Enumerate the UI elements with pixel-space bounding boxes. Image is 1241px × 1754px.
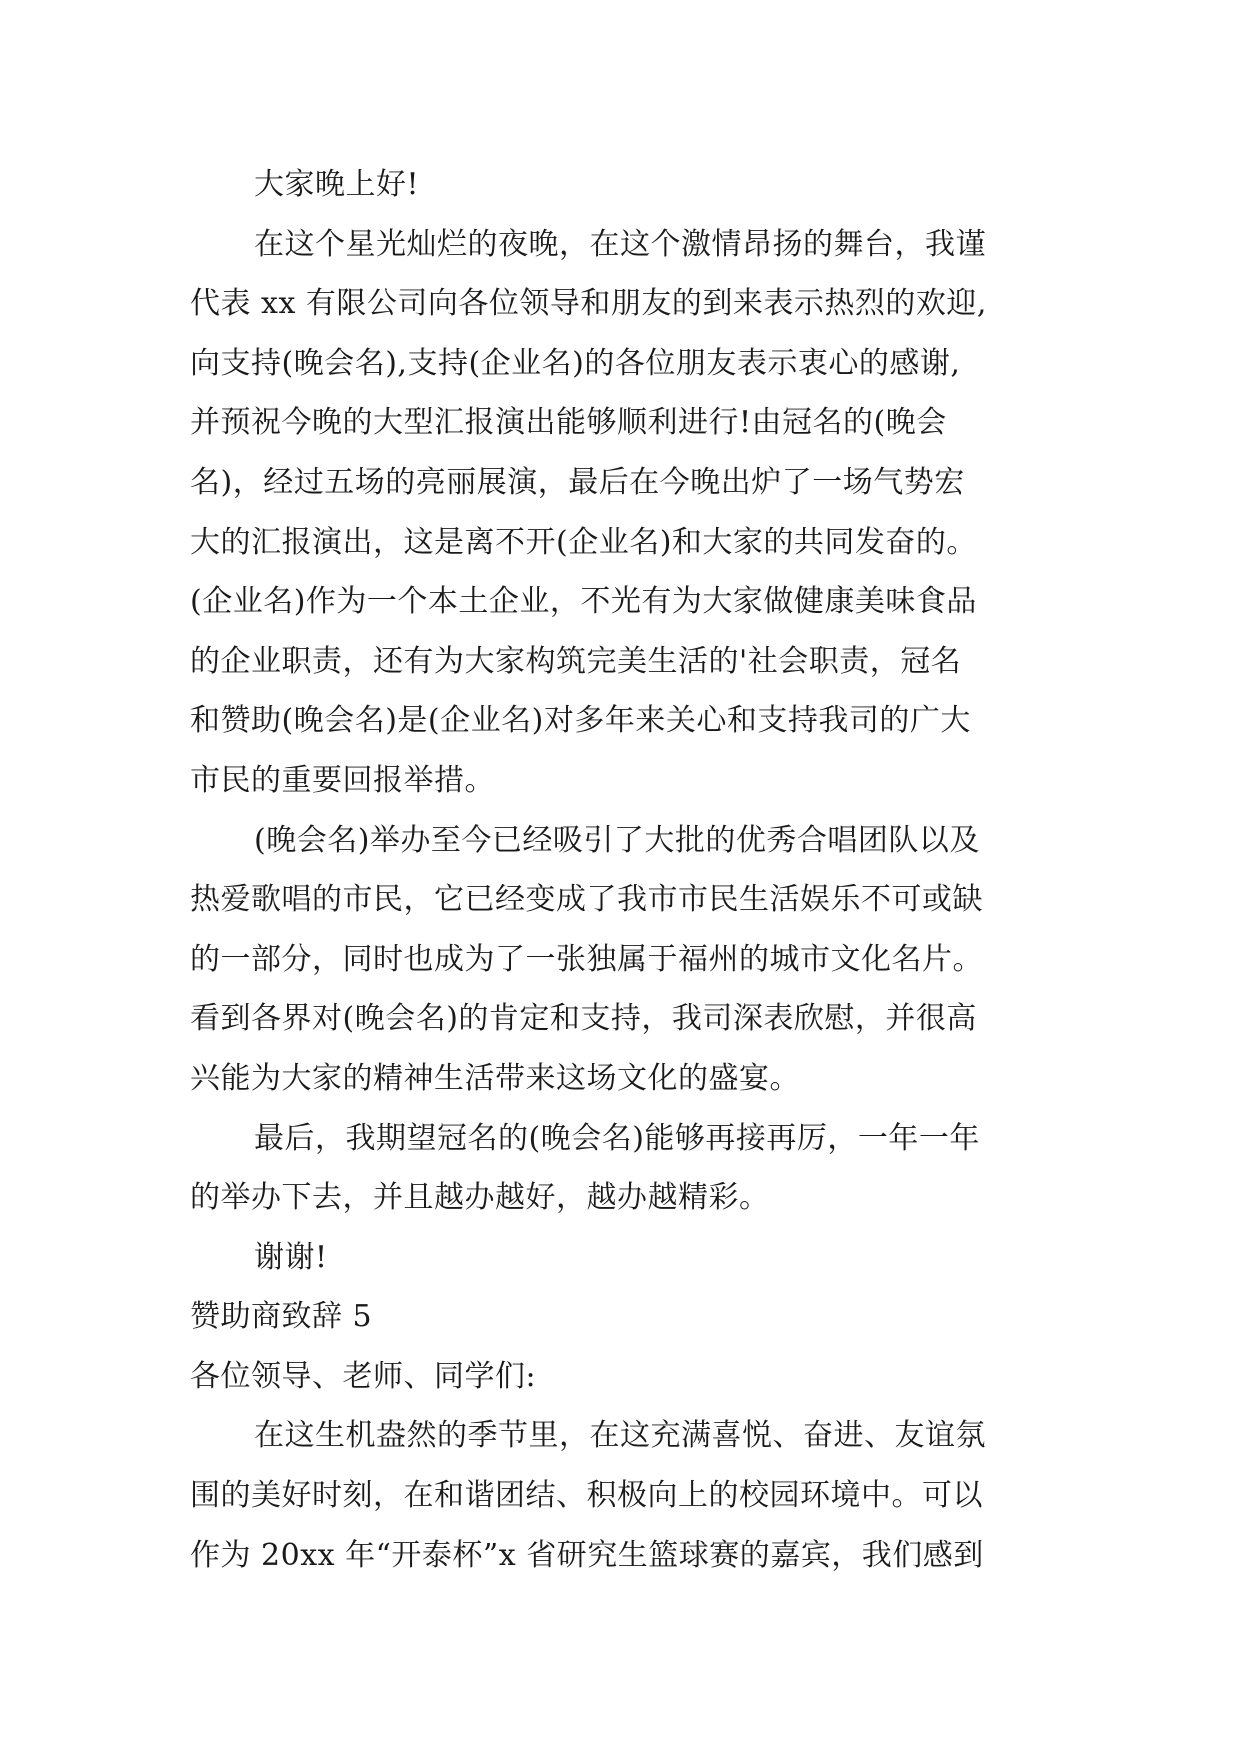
- text-line: 市民的重要回报举措。: [190, 762, 495, 798]
- text-line: 兴能为大家的精神生活带来这场文化的盛宴。: [190, 1060, 800, 1096]
- text-line: 围的美好时刻，在和谐团结、积极向上的校园环境中。可以: [190, 1478, 983, 1514]
- text-line: 并预祝今晚的大型汇报演出能够顺利进行!由冠名的(晚会: [190, 405, 947, 441]
- text-line: 的举办下去，并且越办越好，越办越精彩。: [190, 1180, 770, 1216]
- text-line: 看到各界对(晚会名)的肯定和支持，我司深表欣慰，并很高: [190, 1001, 977, 1037]
- text-line: 作为 20xx 年“开泰杯”x 省研究生篮球赛的嘉宾，我们感到: [190, 1537, 984, 1573]
- text-line: (企业名)作为一个本土企业，不光有为大家做健康美味食品: [190, 584, 977, 620]
- text-line: 大的汇报演出，这是离不开(企业名)和大家的共同发奋的。: [190, 524, 977, 560]
- text-line: 热爱歌唱的市民，它已经变成了我市市民生活娱乐不可或缺: [190, 882, 983, 918]
- text-line: 向支持(晚会名),支持(企业名)的各位朋友表示衷心的感谢,: [190, 345, 961, 381]
- document-body: [190, 155, 1070, 1585]
- greeting-line: 大家晚上好!: [254, 167, 420, 202]
- text-line: 的一部分，同时也成为了一张独属于福州的城市文化名片。: [190, 941, 983, 977]
- text-line: (晚会名)举办至今已经吸引了大批的优秀合唱团队以及: [254, 822, 980, 858]
- text-line: 名)，经过五场的亮丽展演，最后在今晚出炉了一场气势宏: [190, 464, 965, 500]
- text-line: 在这生机盎然的季节里，在这充满喜悦、奋进、友谊氛: [254, 1418, 986, 1454]
- text-line: 在这个星光灿烂的夜晚，在这个激情昂扬的舞台，我谨: [254, 226, 986, 262]
- text-line: 和赞助(晚会名)是(企业名)对多年来关心和支持我司的广大: [190, 703, 971, 739]
- text-line: 的企业职责，还有为大家构筑完美生活的'社会职责，冠名: [190, 643, 962, 679]
- text-line: 代表 xx 有限公司向各位领导和朋友的到来表示热烈的欢迎,: [190, 286, 987, 322]
- section-heading: 赞助商致辞 5: [190, 1299, 373, 1335]
- text-line: 最后，我期望冠名的(晚会名)能够再接再厉，一年一年: [254, 1120, 980, 1156]
- salutation-line: 各位领导、老师、同学们:: [190, 1358, 537, 1394]
- closing-line: 谢谢!: [254, 1239, 328, 1275]
